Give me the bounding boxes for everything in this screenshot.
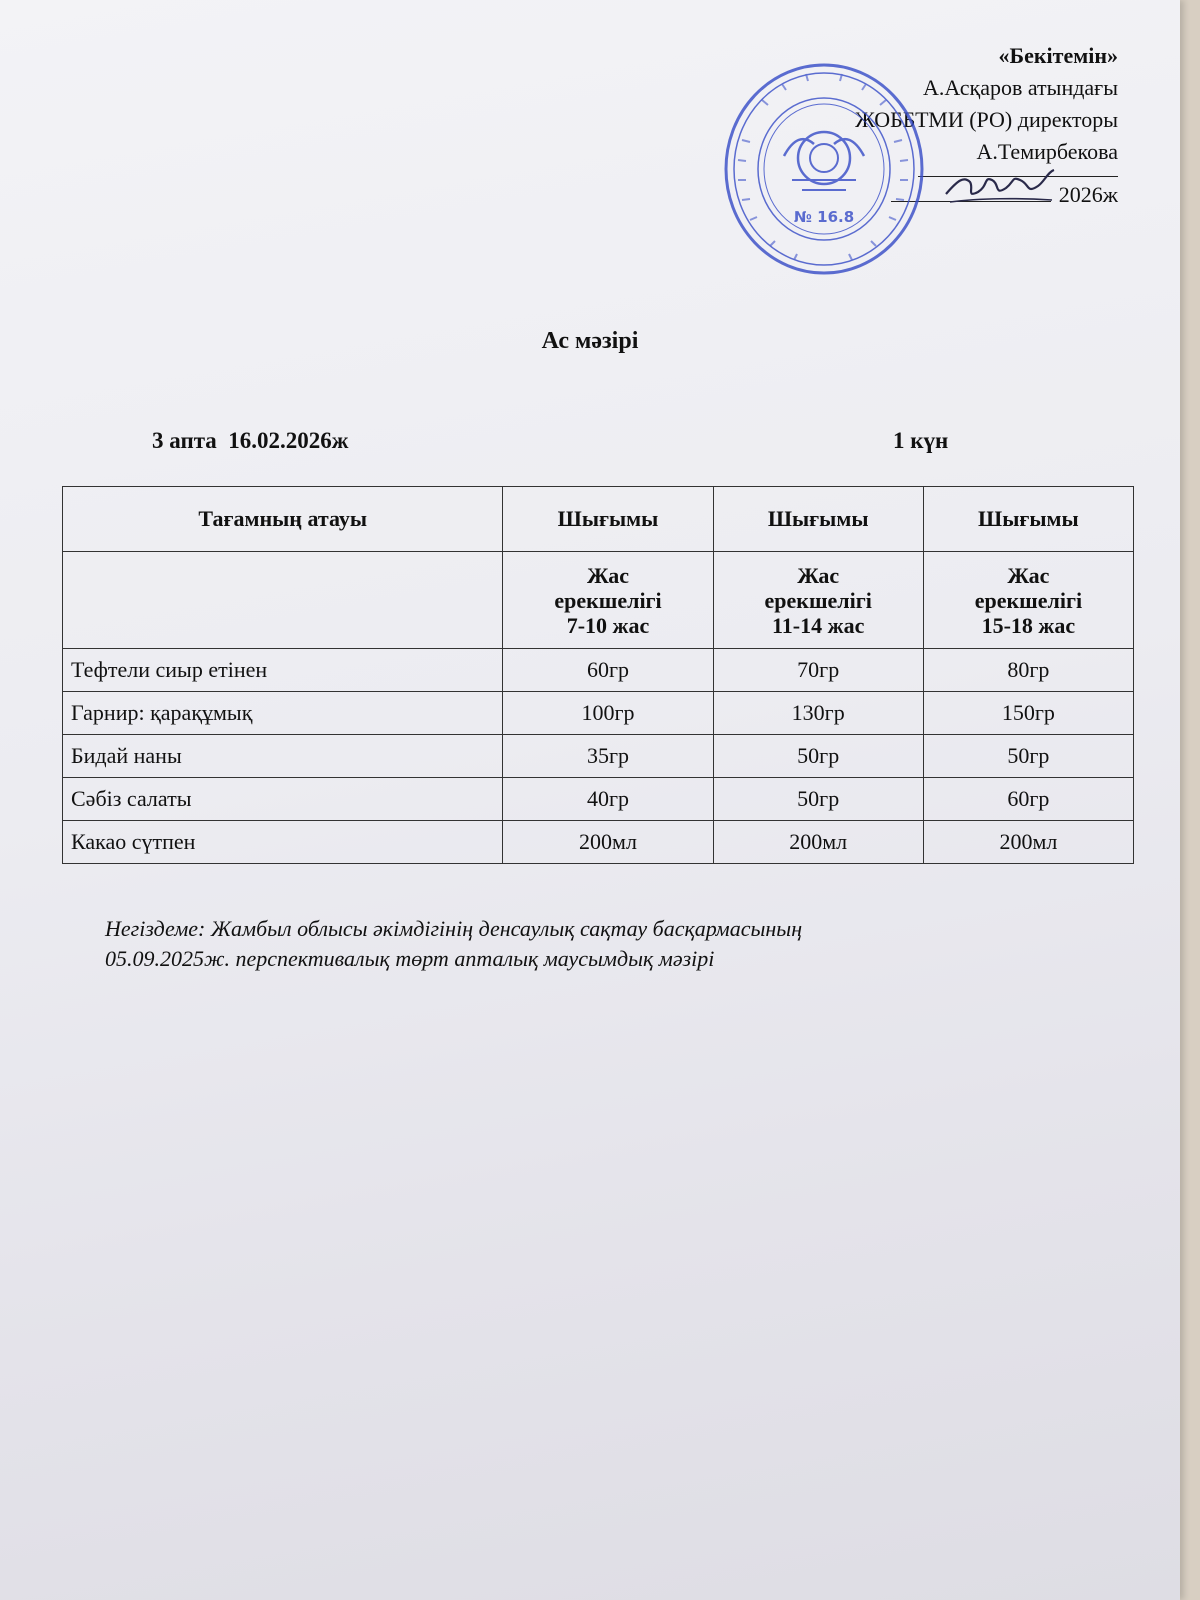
table-row <box>63 649 1134 692</box>
column-header-yield: Шығымы <box>713 487 923 552</box>
yield-7-10: 60гр <box>503 649 713 692</box>
table-row <box>63 735 1134 778</box>
age-group-11-14 <box>713 552 923 649</box>
table-row <box>63 692 1134 735</box>
yield-11-14: 50гр <box>713 778 923 821</box>
age-group-word: ерекшелігі <box>554 587 662 613</box>
yield-7-10: 35гр <box>503 735 713 778</box>
age-group-word: Жас <box>1007 562 1050 588</box>
yield-15-18: 50гр <box>923 735 1133 778</box>
day-label: 1 күн <box>893 428 949 453</box>
age-group-row <box>63 552 1134 649</box>
approval-year: 2026ж <box>1058 182 1118 207</box>
approval-position: ЖОББТМИ (РО) директоры <box>855 107 1118 132</box>
director-signature <box>940 158 1060 218</box>
yield-11-14: 50гр <box>713 735 923 778</box>
yield-15-18: 150гр <box>923 692 1133 735</box>
yield-7-10: 200мл <box>503 821 713 864</box>
yield-7-10: 40гр <box>503 778 713 821</box>
menu-title: Ас мәзірі <box>541 328 639 354</box>
menu-table <box>62 486 1134 864</box>
age-group-range: 7-10 жас <box>566 612 650 638</box>
week-label: 3 апта 16.02.2026ж <box>152 428 349 453</box>
yield-11-14: 70гр <box>713 649 923 692</box>
stamp-number: № 16.8 <box>793 208 855 226</box>
age-group-word: Жас <box>797 562 840 588</box>
yield-15-18: 200мл <box>923 821 1133 864</box>
table-row <box>63 821 1134 864</box>
official-stamp <box>722 60 926 278</box>
table-header-row <box>63 487 1134 552</box>
yield-15-18: 60гр <box>923 778 1133 821</box>
dish-name: Какао сүтпен <box>63 821 503 864</box>
dish-name: Гарнир: қарақұмық <box>63 692 503 735</box>
age-group-word: Жас <box>587 562 629 588</box>
basis-line: Негіздеме: Жамбыл облысы әкімдігінің денсаулық сақтау басқармасының <box>105 916 803 941</box>
empty-cell <box>63 552 503 649</box>
approval-header: «Бекітемін» <box>998 43 1118 68</box>
dish-name: Сәбіз салаты <box>63 778 503 821</box>
yield-11-14: 130гр <box>713 692 923 735</box>
column-header-dish: Тағамның атауы <box>63 487 503 552</box>
column-header-yield: Шығымы <box>923 487 1133 552</box>
yield-7-10: 100гр <box>503 692 713 735</box>
basis-line: 05.09.2025ж. перспективалық төрт апталық маусымдық мәзірі <box>105 946 715 971</box>
age-group-range: 15-18 жас <box>981 612 1076 638</box>
age-group-word: ерекшелігі <box>764 587 872 613</box>
table-row <box>63 778 1134 821</box>
dish-name: Тефтели сиыр етінен <box>63 649 503 692</box>
column-header-yield: Шығымы <box>503 487 713 552</box>
yield-11-14: 200мл <box>713 821 923 864</box>
basis-note <box>105 914 1065 974</box>
dish-name: Бидай наны <box>63 735 503 778</box>
age-group-word: ерекшелігі <box>974 587 1083 613</box>
approval-school: А.Асқаров атындағы <box>923 75 1118 100</box>
yield-15-18: 80гр <box>923 649 1133 692</box>
age-group-range: 11-14 жас <box>772 612 865 638</box>
age-group-7-10 <box>503 552 713 649</box>
approval-director-name: А.Темирбекова <box>976 139 1118 164</box>
age-group-15-18 <box>923 552 1133 649</box>
